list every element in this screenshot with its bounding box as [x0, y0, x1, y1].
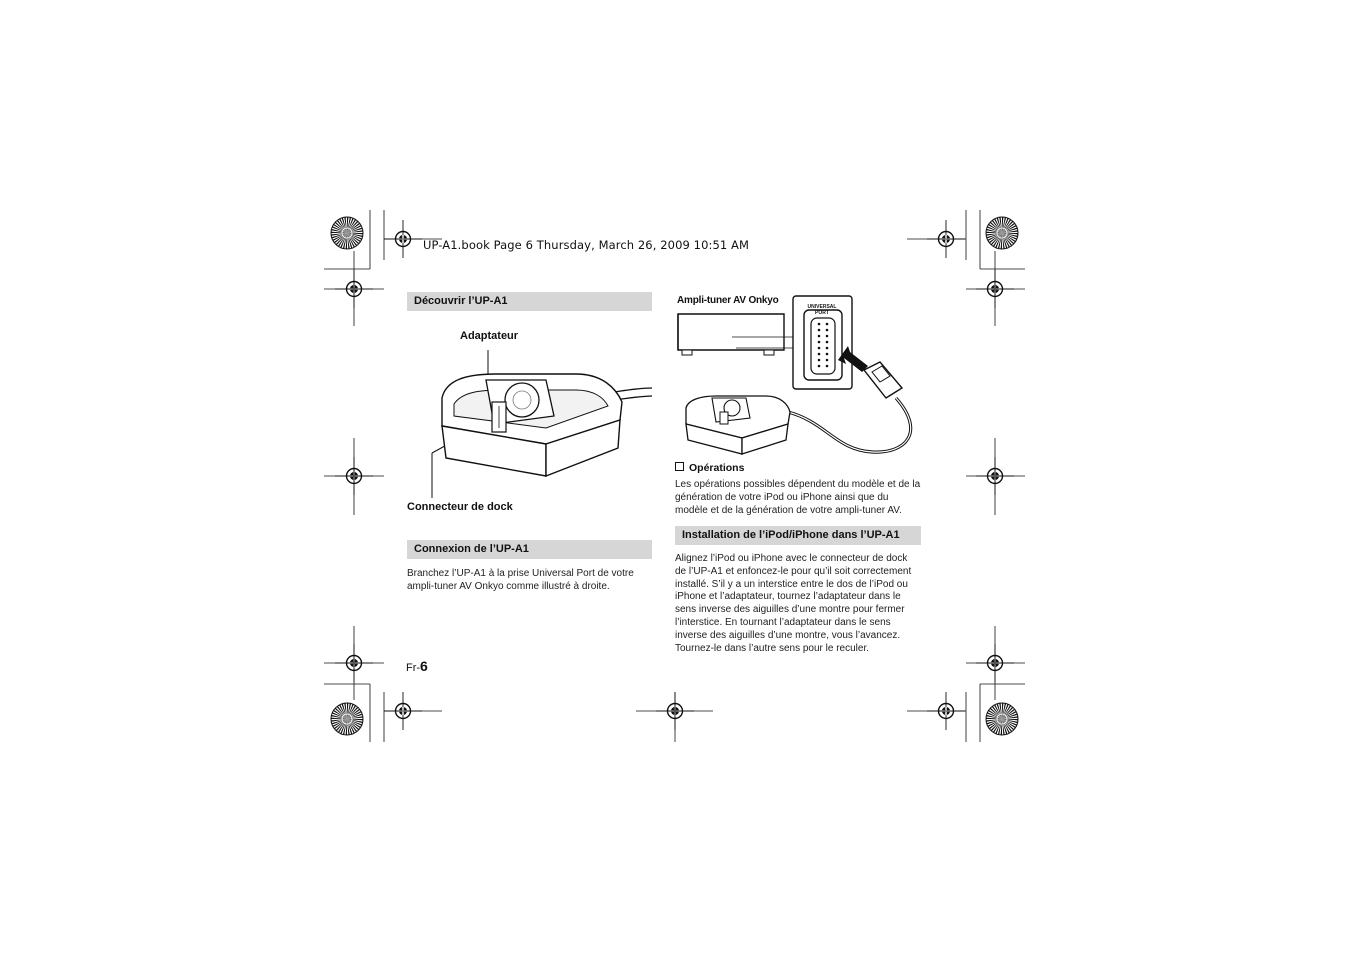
checkbox-bullet-icon [675, 462, 684, 471]
port-label-line1: UNIVERSAL [807, 304, 837, 310]
starburst-mark-icon [331, 703, 363, 735]
operations-title: Opérations [689, 462, 745, 474]
print-header: UP-A1.book Page 6 Thursday, March 26, 2009 10:51 AM [423, 238, 750, 252]
starburst-mark-icon [986, 217, 1018, 249]
operations-heading [675, 462, 744, 474]
starburst-mark-icon [986, 703, 1018, 735]
section-title-installation: Installation de l’iPod/iPhone dans l’UP-A1 [675, 526, 921, 545]
page-number-value: 6 [420, 658, 428, 674]
label-ampli-tuner: Ampli-tuner AV Onkyo [677, 295, 779, 306]
label-connecteur-de-dock: Connecteur de dock [407, 501, 513, 513]
connection-illustration [676, 292, 926, 462]
connexion-paragraph: Branchez l’UP-A1 à la prise Universal Port de votre ampli-tuner AV Onkyo comme illustré à droite. [407, 568, 634, 592]
label-adaptateur: Adaptateur [460, 330, 519, 342]
installation-paragraph: Alignez l’iPod ou iPhone avec le connecteur de dock de l’UP-A1 et enfoncez-le pour qu’il soit correctement installé. S’il y a un interstice entre le dos de l’iPod ou iPhone et l’adaptateur, tournez l’adaptateur dans le sens inverse des aiguilles d’une montre pour fermer l’interstice. En tournant l’adaptateur dans le sens inverse des aiguilles d’une montre, vous l’avancez. Tournez-le dans l’autre sens pour le reculer. [675, 553, 912, 654]
starburst-mark-icon [331, 217, 363, 249]
page-number [406, 658, 428, 674]
port-label-line2: PORT [815, 310, 829, 316]
dock-illustration [406, 340, 656, 510]
page-prefix: Fr- [406, 662, 421, 674]
operations-paragraph: Les opérations possibles dépendent du modèle et de la génération de votre iPod ou iPhone ainsi que du modèle et de la génération de votre ampli-tuner AV. [675, 479, 921, 516]
section-title-connexion: Connexion de l’UP-A1 [407, 540, 652, 559]
section-title-decouvrir: Découvrir l’UP-A1 [407, 292, 652, 311]
